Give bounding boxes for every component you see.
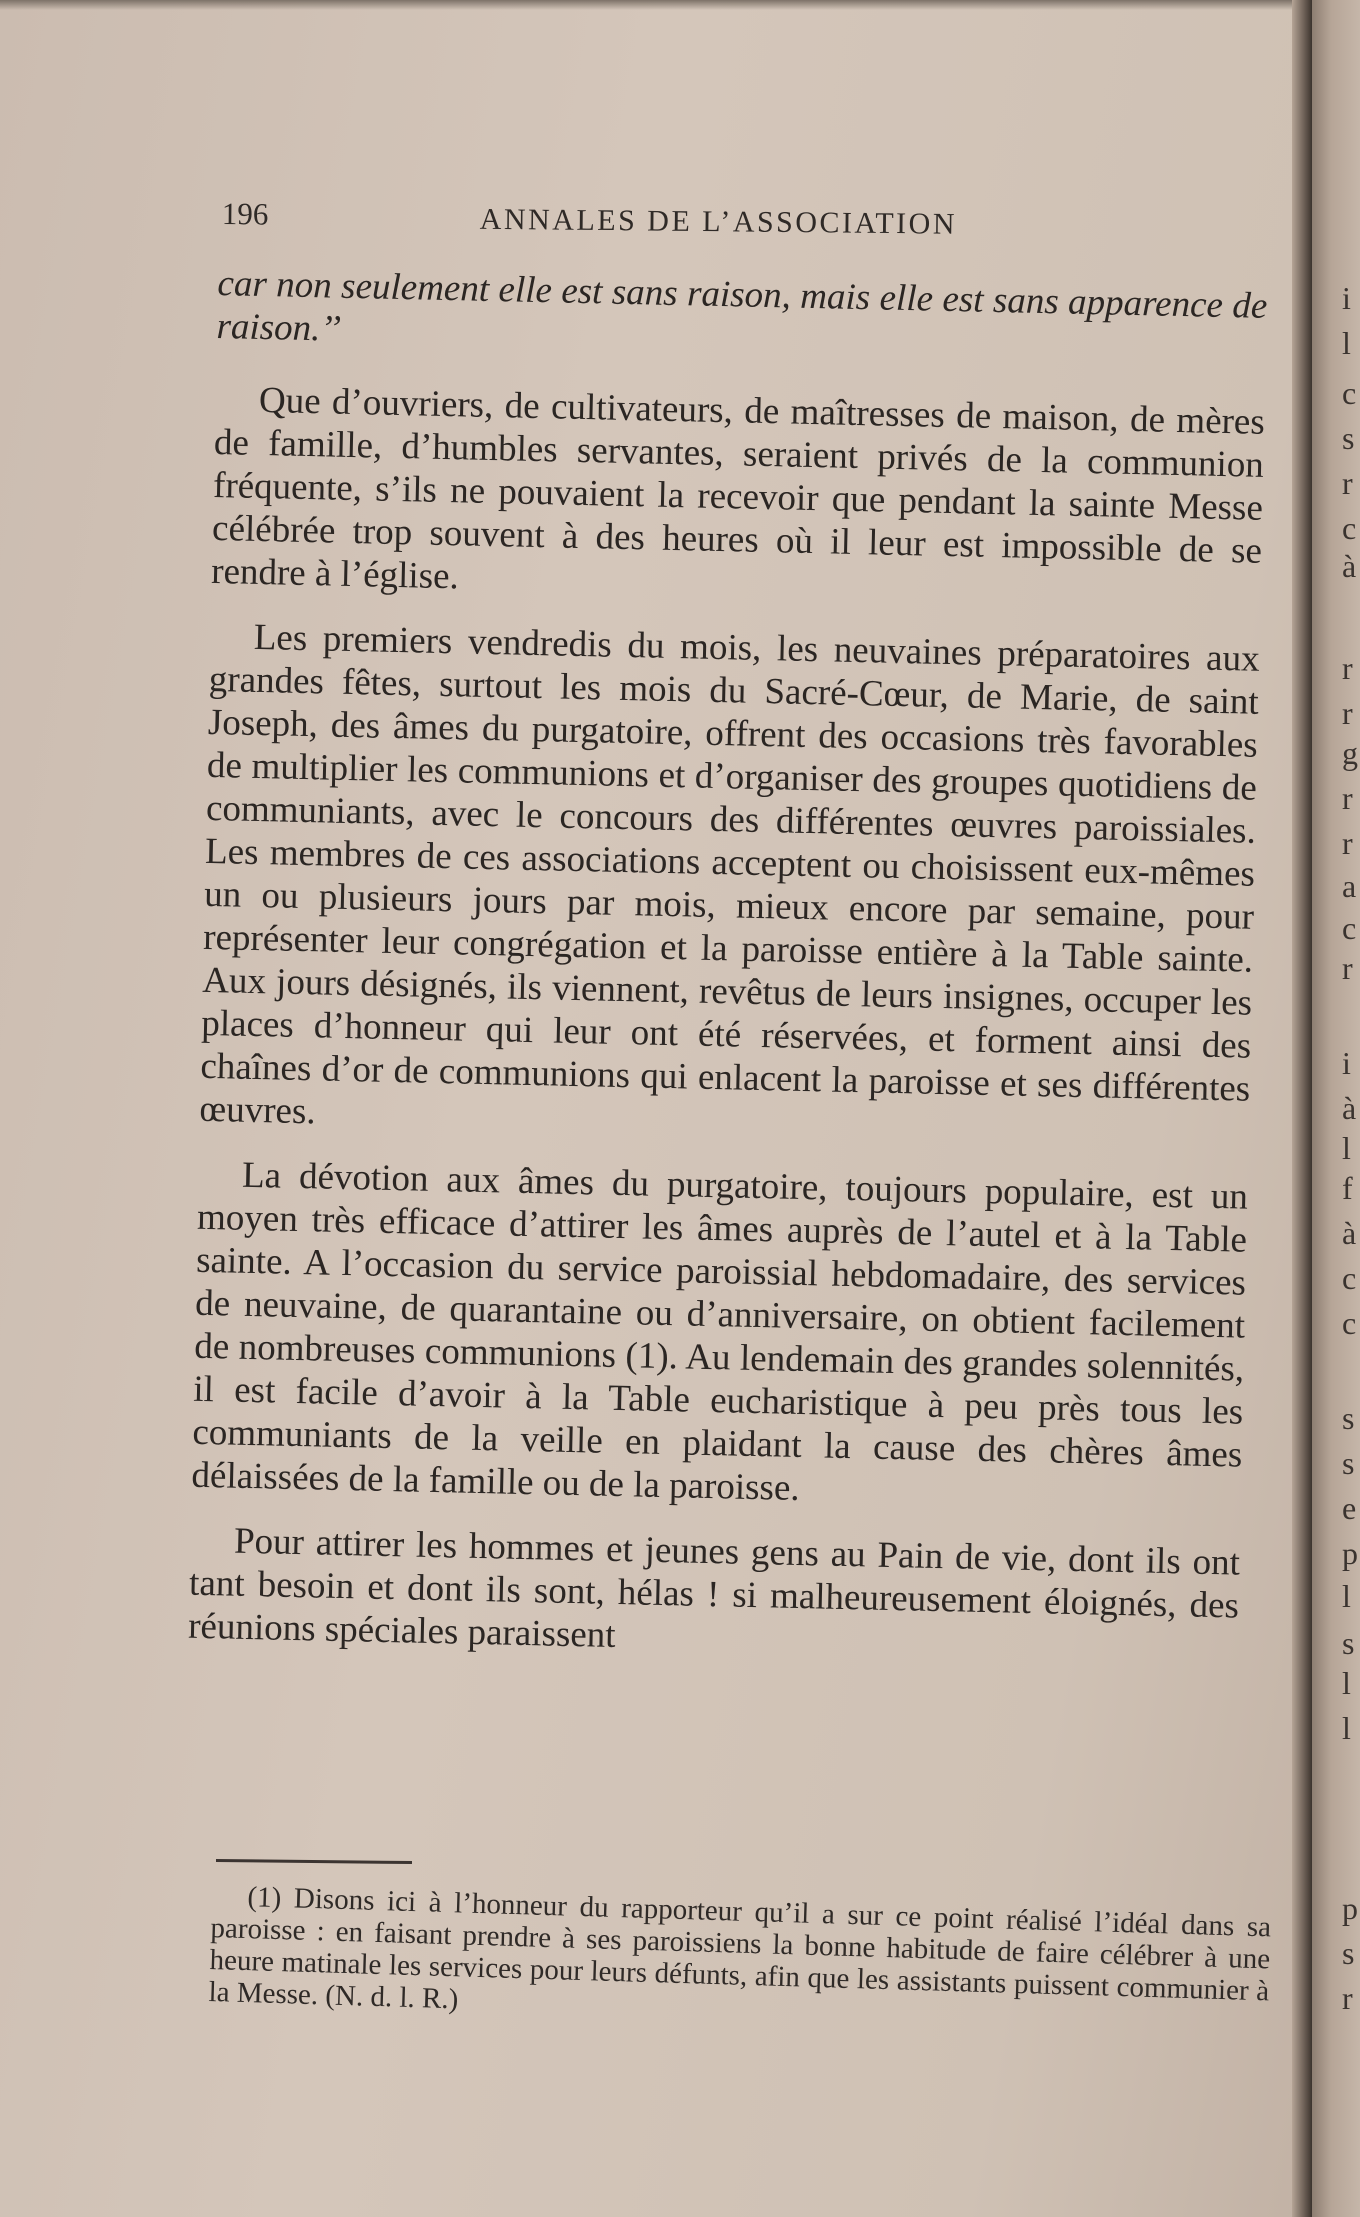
book-gutter (1292, 0, 1312, 2217)
next-page-letter: g (1342, 735, 1358, 771)
next-page-edge (1312, 0, 1360, 2217)
next-page-letter: i (1342, 1045, 1351, 1081)
next-page-letter: e (1342, 1490, 1357, 1526)
paragraph-purgatory: La dévotion aux âmes du purgatoire, toujours populaire, est un moyen très efficace d’attirer les âmes auprès de l’autel et à la Table sainte. A l’occasion du service paroissial hebdomadaire, des services de neuvaine, de quarantaine ou d’anniversaire, on obtient facilement de nombreuses communions (1). Au lendemain des grandes solennités, il est facile d’avoir à la Table eucharistique à peu près tous les communiants de la veille en plaidant la cause des chères âmes délaissées de la famille ou de la paroisse. (191, 1154, 1249, 1509)
next-page-letter: à (1342, 1090, 1357, 1126)
next-page-letter: l (1342, 1578, 1351, 1614)
next-page-letter: a (1342, 868, 1357, 904)
next-page-letter: p (1342, 1535, 1358, 1571)
next-page-letter: s (1342, 420, 1355, 456)
paragraph-continuation: car non seulement elle est sans raison, mais elle est sans apparence de raison.’’ (216, 262, 1268, 350)
next-page-letter: p (1342, 1890, 1358, 1926)
paragraph-first-fridays: Les premiers vendredis du mois, les neuvaines préparatoires aux grandes fêtes, surtout les mois du Sacré-Cœur, de Marie, de saint Joseph, des âmes du purgatoire, offrent des occasions très favorables de multiplier les communions et d’organiser des groupes quotidiens de communiants, avec le concours des différentes œuvres paroissiales. Les membres de ces associations acceptent ou choisissent eux-mêmes un ou plusieurs jours par mois, mieux encore par semaine, pour représenter leur congrégation et la paroisse entière à la Table sainte. Aux jours désignés, ils viennent, revêtus de leurs insignes, occuper les places d’honneur qui leur ont été réservées, et forment ainsi des chaînes d’or de communions qui enlacent la paroisse et ses différentes œuvres. (199, 616, 1261, 1133)
next-page-letter: à (1342, 1215, 1357, 1251)
paragraph-workers: Que d’ouvriers, de cultivateurs, de maîtresses de maison, de mères de famille, d’humbles servantes, seraient privés de la communion fréquente, s’ils ne pouvaient la recevoir que pendant la sainte Messe célébrée trop souvent à des heures où il leur est impossible de se rendre à l’église. (210, 379, 1266, 598)
next-page-letter: i (1342, 280, 1351, 316)
next-page-letter: s (1342, 1400, 1355, 1436)
paragraph-men-and-youth: Pour attirer les hommes et jeunes gens au Pain de vie, dont ils ont tant besoin et dont ils sont, hélas ! si malheureusement éloignés, des réunions spéciales paraissent (187, 1520, 1241, 1656)
next-page-letter: r (1342, 695, 1353, 731)
next-page-letter: c (1342, 910, 1357, 946)
next-page-letter: s (1342, 1445, 1355, 1481)
next-page-letter: l (1342, 1130, 1351, 1166)
next-page-letter: c (1342, 1260, 1357, 1296)
next-page-letter: r (1342, 465, 1353, 501)
next-page-letter: f (1342, 1170, 1353, 1206)
next-page-letter: s (1342, 1935, 1355, 1971)
next-page-letter: r (1342, 950, 1353, 986)
next-page-letter: c (1342, 375, 1357, 411)
next-page-letter: r (1342, 825, 1353, 861)
footnote-rule (216, 1859, 412, 1864)
running-title: ANNALES DE L’ASSOCIATION (479, 202, 958, 241)
next-page-letter: c (1342, 1305, 1357, 1341)
page-number: 196 (221, 196, 269, 232)
next-page-letter: c (1342, 510, 1357, 546)
page-header (221, 196, 1272, 263)
next-page-letter: l (1342, 1710, 1351, 1746)
page-top-shadow (0, 0, 1305, 10)
next-page-letter: à (1342, 548, 1357, 584)
next-page-letter: l (1342, 1665, 1351, 1701)
next-page-letter: l (1342, 325, 1351, 361)
body-text (187, 262, 1267, 1693)
next-page-letter: r (1342, 650, 1353, 686)
footnote: (1) Disons ici à l’honneur du rapporteur qu’il a sur ce point réalisé l’idéal dans sa paroisse : en faisant prendre à ses paroissiens la bonne habitude de faire célébrer à une heure matinale les services pour leurs défunts, afin que les assistants puissent communier à la Messe. (N. d. l. R.) (208, 1881, 1272, 2016)
next-page-letter: r (1342, 1980, 1353, 2016)
next-page-letter: s (1342, 1625, 1355, 1661)
next-page-letter: r (1342, 780, 1353, 816)
